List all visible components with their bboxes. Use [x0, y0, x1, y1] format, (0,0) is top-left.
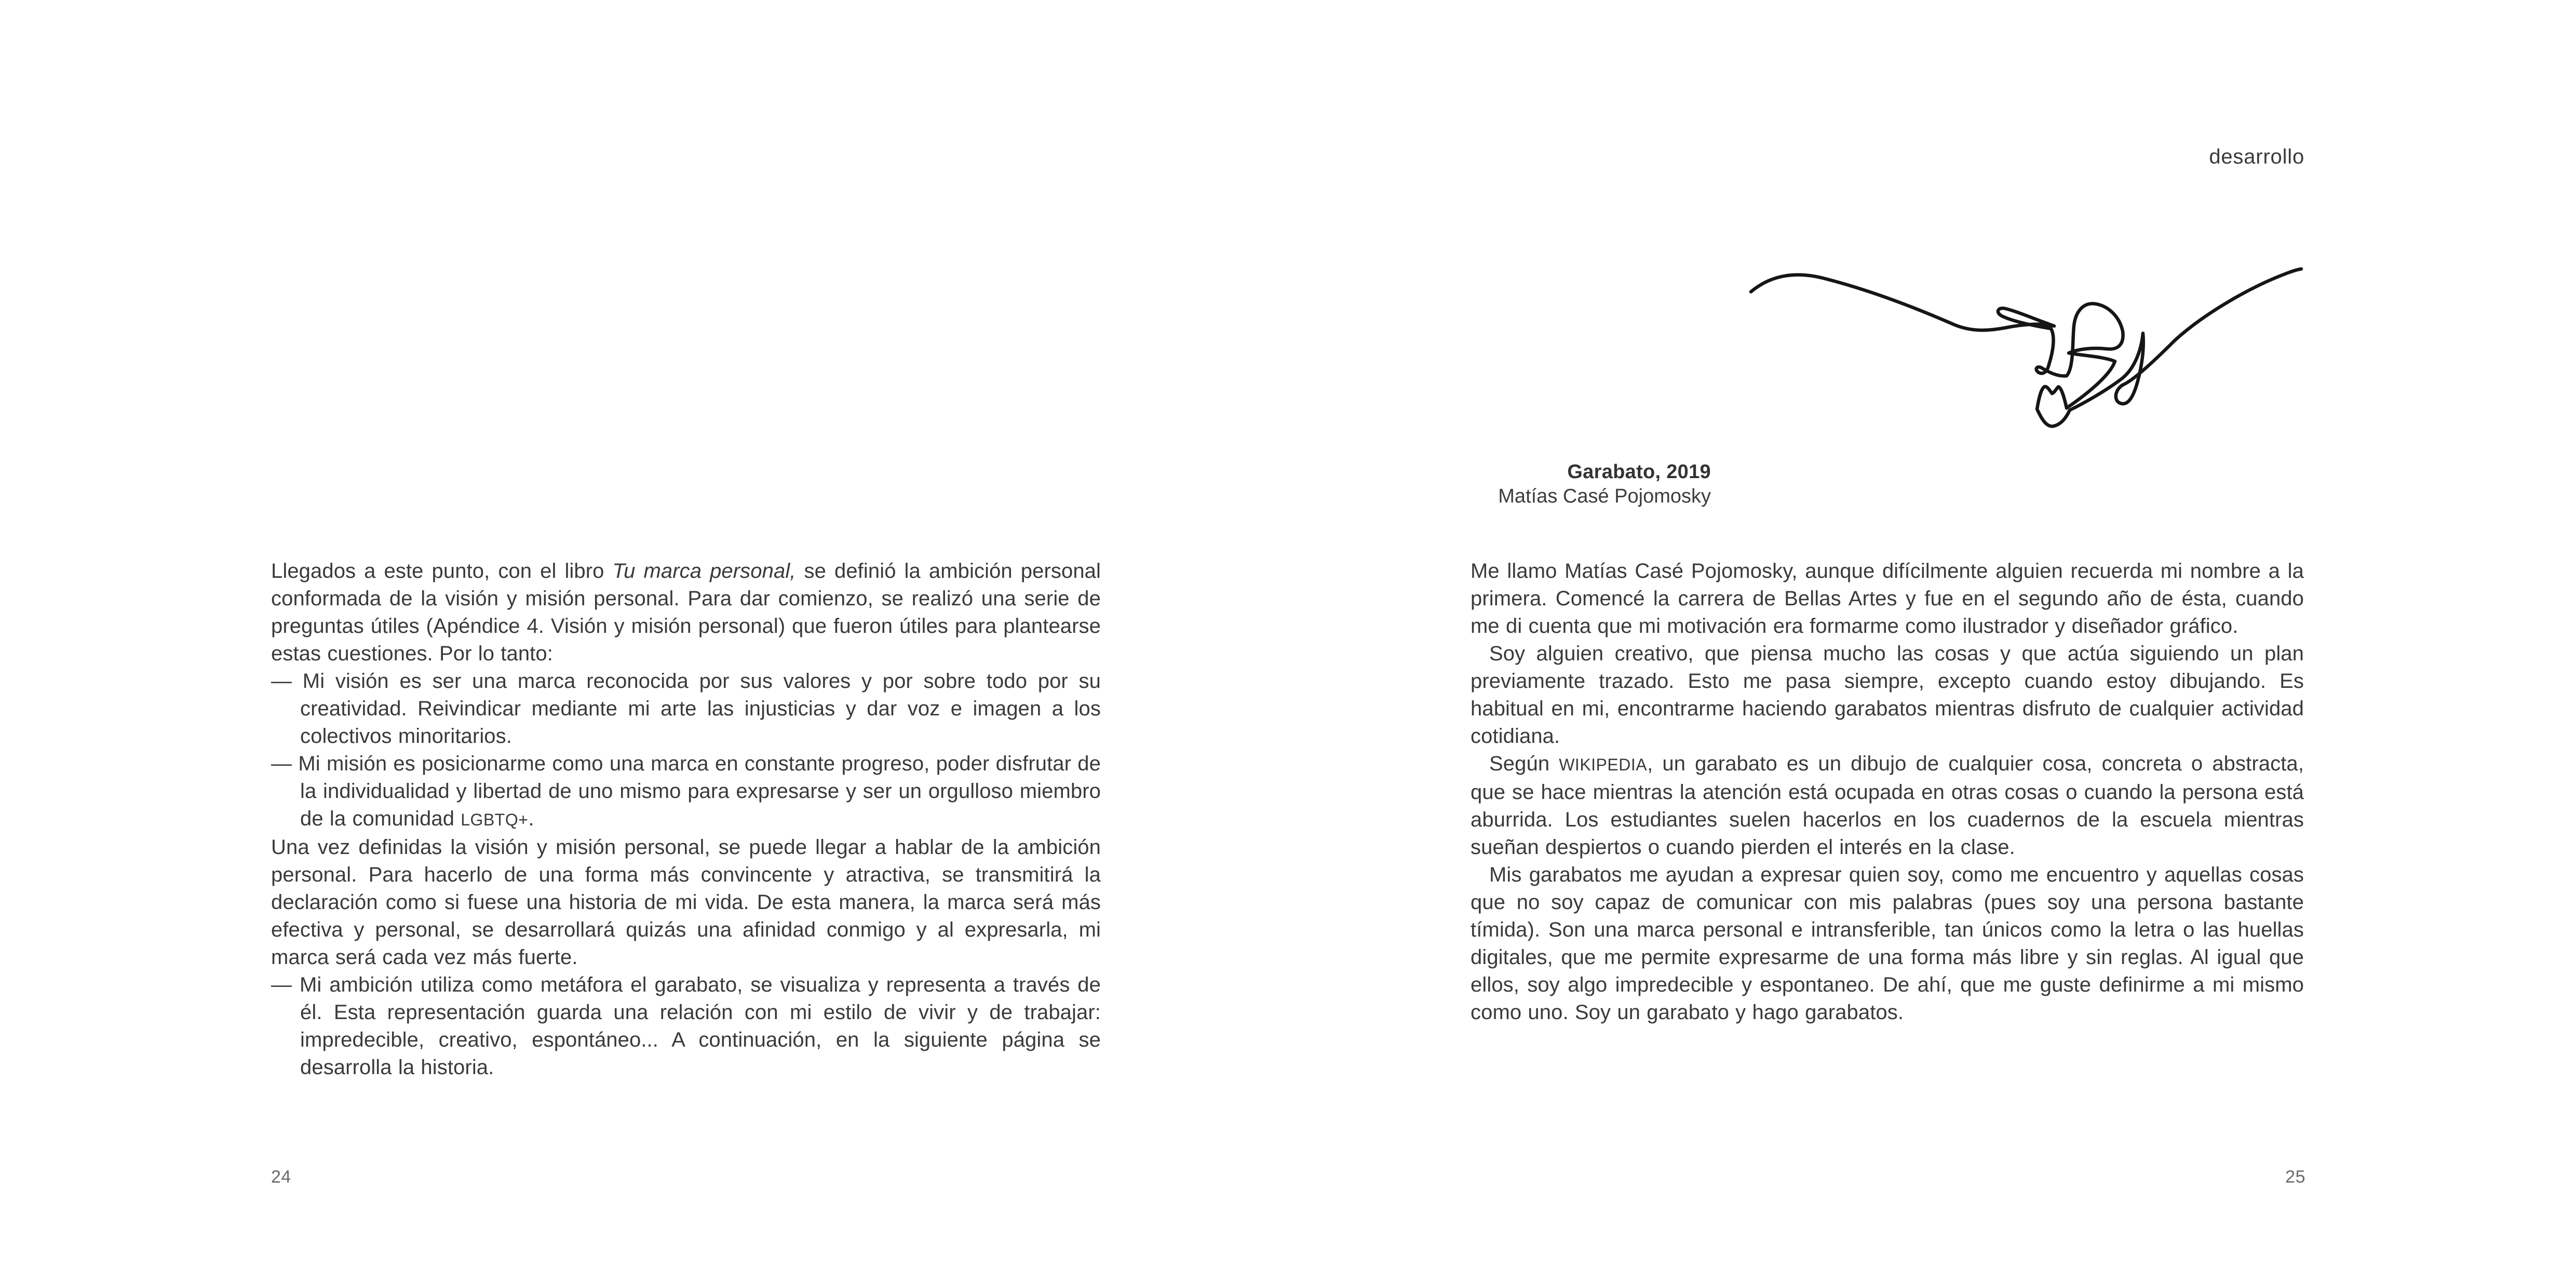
dash-item-mision-text: — Mi misión es posicionarme como una marca en constante progreso, poder disfrutar de la individualidad y libertad de uno mismo para expresarse y ser un orgulloso miembro de la comunidad [271, 752, 1101, 830]
wikipedia-smallcaps: WIKIPEDIA [1559, 755, 1648, 774]
dash-item-vision: — Mi visión es ser una marca reconocida por sus valores y por sobre todo por su creatividad. Reivindicar mediante mi arte las injusticias y dar voz e imagen a los colectivos minoritarios. [271, 670, 1101, 748]
page-number-left: 24 [271, 1167, 291, 1187]
dash-item-ambicion: — Mi ambición utiliza como metáfora el garabato, se visualiza y representa a través de él. Esta representación guarda una relación con mi estilo de vivir y de trabajar: impredecible, creativo, espontáneo... A continuación, en la siguiente página se desarrolla la historia. [271, 973, 1101, 1079]
figure-caption-author: Matías Casé Pojomosky [1498, 485, 1711, 507]
paragraph-me-llamo: Me llamo Matías Casé Pojomosky, aunque difícilmente alguien recuerda mi nombre a la primera. Comencé la carrera de Bellas Artes y fue en el segundo año de ésta, cuando me di cuenta que mi motivación era formarme como ilustrador y diseñador gráfico. [1471, 560, 2304, 638]
dash-item-mision [271, 750, 1101, 834]
right-page-text-column [1471, 558, 2304, 1026]
running-header-desarrollo: desarrollo [2209, 145, 2304, 168]
paragraph-intro [271, 558, 1101, 668]
dash-item-mision-period: . [528, 807, 534, 830]
paragraph-intro-rest: se definió la ambición personal conformada de la visión y misión personal. Para dar comienzo, se realizó una serie de preguntas útiles (Apéndice 4. Visión y misión personal) que fueron útiles para plantearse estas cuestiones. Por lo tanto: [271, 560, 1101, 665]
book-title-italic: Tu marca personal, [612, 560, 796, 582]
paragraph-segun-prefix: Según [1489, 752, 1559, 775]
lgbtq-smallcaps: LGBTQ+ [461, 810, 529, 829]
figure-caption-title: Garabato, 2019 [1567, 461, 1711, 483]
figure-caption [1471, 460, 1711, 509]
paragraph-segun-rest: , un garabato es un dibujo de cualquier cosa, concreta o abstracta, que se hace mientras la atención está ocupada en otras cosas o cuando la persona está aburrida. Los estudiantes suelen hacerlos en los cuadernos de la escuela mientras sueñan despiertos o cuando pierden el interés en la clase. [1471, 752, 2304, 859]
garabato-line-drawing [1745, 253, 2311, 440]
paragraph-mis-garabatos: Mis garabatos me ayudan a expresar quien soy, como me encuentro y aquellas cosas que no soy capaz de comunicar con mis palabras (pues soy una persona bastante tímida). Son una marca personal e intransferible, tan únicos como la letra o las huellas digitales, que me permite expresarme de una forma más libre y sin reglas. Al igual que ellos, soy algo impredecible y espontaneo. De ahí, que me guste definirme a mi mismo como uno. Soy un garabato y hago garabatos. [1471, 863, 2304, 1024]
paragraph-soy-alguien: Soy alguien creativo, que piensa mucho las cosas y que actúa siguiendo un plan previamente trazado. Esto me pasa siempre, excepto cuando estoy dibujando. Es habitual en mi, encontrarme haciendo garabatos mientras disfruto de cualquier actividad cotidiana. [1471, 642, 2304, 748]
paragraph-ambicion: Una vez definidas la visión y misión personal, se puede llegar a hablar de la ambición personal. Para hacerlo de una forma más convincente y atractiva, se transmitirá la declaración como si fuese una historia de mi vida. De esta manera, la marca será más efectiva y personal, se desarrollará quizás una afinidad conmigo y al expresarla, mi marca será cada vez más fuerte. [271, 836, 1101, 969]
left-page-text-column [271, 558, 1101, 1081]
paragraph-intro-text: Llegados a este punto, con el libro [271, 560, 613, 582]
paragraph-segun-wikipedia [1471, 750, 2304, 861]
garabato-figure [1745, 253, 2311, 440]
page-number-right: 25 [2285, 1167, 2305, 1187]
